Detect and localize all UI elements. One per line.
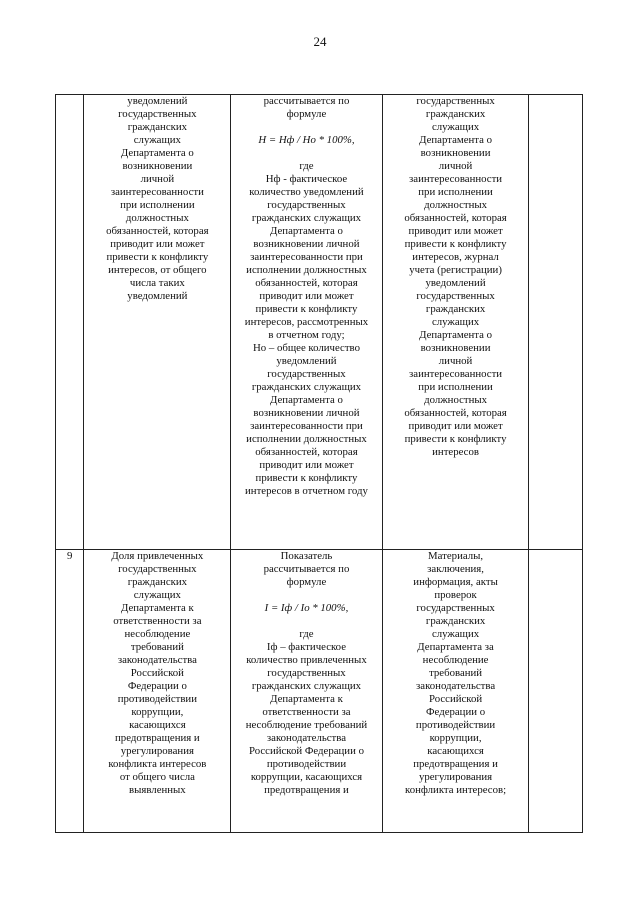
text-line: Российской — [130, 667, 184, 679]
text-line: приводит или может — [259, 459, 354, 471]
text-line: Российской — [428, 693, 483, 705]
text-line: уведомлений — [276, 355, 337, 367]
text-line: уведомлений — [127, 290, 188, 302]
text-line: гражданских — [127, 576, 188, 588]
text-line: заинтересованности — [110, 186, 204, 198]
text-line: интересов в отчетном году — [245, 485, 368, 497]
text-line: Показатель — [280, 550, 333, 562]
text-line: несоблюдение — [124, 628, 191, 640]
text-line: касающихся — [427, 745, 484, 757]
text-line: Департамента о — [419, 134, 493, 146]
text-line: государственных — [267, 667, 346, 679]
text-line: интересов, журнал — [412, 251, 499, 263]
text-line: информация, акты — [413, 576, 498, 588]
text-line: гражданских служащих — [251, 381, 362, 393]
text-line: касающихся — [129, 719, 186, 731]
text-line: законодательства — [416, 680, 496, 692]
text-line: служащих — [431, 316, 480, 328]
text-line: личной — [438, 160, 473, 172]
indicators-table — [55, 94, 583, 833]
text-line: учета (регистрации) — [409, 264, 502, 276]
text-line: интересов, от общего — [108, 264, 207, 276]
text-line: Федерации о — [127, 680, 187, 692]
text-line: Департамента о — [120, 147, 194, 159]
text-line: возникновении личной — [253, 238, 360, 250]
text-line: гражданских — [425, 615, 486, 627]
text-line: исполнении должностных — [246, 433, 367, 445]
text-line: Но – общее количество — [252, 342, 360, 354]
calculation-cell — [231, 550, 382, 833]
text-line: предотвращения и — [413, 758, 498, 770]
text-line: выявленных — [129, 784, 186, 796]
text-line: формуле — [286, 576, 327, 588]
text-line: должностных — [125, 212, 189, 224]
text-line: гражданских — [425, 303, 486, 315]
note-cell — [529, 550, 583, 833]
text-line: служащих — [133, 134, 181, 146]
text-line: урегулирования — [418, 771, 493, 783]
text-line: обязанностей, которая — [106, 225, 209, 237]
text-line: приводит или может — [110, 238, 205, 250]
text-line: заинтересованности при — [250, 420, 363, 432]
text-line: ответственности за — [113, 615, 202, 627]
source-cell — [382, 95, 529, 550]
text-line: служащих — [431, 628, 480, 640]
text-line: Департамента за — [417, 641, 494, 653]
text-line: государственных — [118, 563, 197, 575]
text-line: государственных — [416, 290, 495, 302]
text-line: при исполнении — [418, 186, 493, 198]
text-line: интересов — [432, 446, 479, 458]
text-line: гражданских — [425, 108, 486, 120]
text-line: числа таких — [129, 277, 185, 289]
text-line: приводит или может — [408, 225, 503, 237]
table-row — [56, 550, 583, 833]
text-line: государственных — [267, 199, 346, 211]
text-line: Материалы, — [428, 550, 484, 562]
text-line: конфликта интересов — [108, 758, 207, 770]
text-line: противодействии — [117, 693, 197, 705]
text-line: Департамента о — [270, 225, 343, 237]
text-line: государственных — [118, 108, 197, 120]
text-line: привести к конфликту — [404, 433, 507, 445]
text-line: при исполнении — [418, 381, 493, 393]
text-line: обязанностей, которая — [404, 212, 507, 224]
text-line: формуле — [286, 108, 327, 120]
text-line: Департамента о — [270, 394, 343, 406]
text-line: несоблюдение — [422, 654, 489, 666]
text-line: при исполнении — [120, 199, 195, 211]
text-line: возникновении — [122, 160, 193, 172]
text-line: гражданских служащих — [251, 680, 362, 692]
text-line: заинтересованности при — [250, 251, 363, 263]
text-line: обязанностей, которая — [255, 277, 358, 289]
text-line: приводит или может — [408, 420, 503, 432]
text-line: предотвращения и — [115, 732, 200, 744]
text-line: коррупции, касающихся — [250, 771, 363, 783]
text-line: рассчитывается по — [263, 95, 350, 107]
text-line: гражданских служащих — [251, 212, 362, 224]
table-row — [56, 95, 583, 550]
text-line: обязанностей, которая — [255, 446, 358, 458]
note-cell — [529, 95, 583, 550]
text-line: урегулирования — [120, 745, 194, 757]
text-line: государственных — [416, 602, 495, 614]
page-number: 24 — [313, 34, 327, 49]
text-line: количество уведомлений — [249, 186, 364, 198]
text-line: законодательства — [266, 732, 347, 744]
text-line: исполнении должностных — [246, 264, 367, 276]
text-line: количество привлеченных — [246, 654, 367, 666]
text-line: должностных — [424, 199, 488, 211]
text-line: требований — [130, 641, 184, 653]
text-line: государственных — [267, 368, 346, 380]
text-line: проверок — [434, 589, 477, 601]
text-line: привести к конфликту — [106, 251, 209, 263]
text-line: требований — [429, 667, 483, 679]
indicator-cell — [84, 95, 231, 550]
text-line: Доля привлеченных — [111, 550, 204, 562]
text-line: коррупции, — [131, 706, 184, 718]
text-line: противодействии — [415, 719, 496, 731]
text-line: предотвращения и — [264, 784, 349, 796]
text-line: ответственности за — [262, 706, 351, 718]
text-line: несоблюдение требований — [245, 719, 368, 731]
text-line: Федерации о — [426, 706, 486, 718]
text-line: государственных — [416, 95, 495, 107]
text-line: заинтересованности — [409, 368, 503, 380]
row-number-cell: 9 — [56, 550, 84, 833]
text-line: интересов, рассмотренных — [244, 316, 369, 328]
text-line: рассчитывается по — [263, 563, 350, 575]
text-line: законодательства — [117, 654, 197, 666]
source-cell — [382, 550, 529, 833]
text-line: от общего числа — [119, 771, 195, 783]
text-line: привести к конфликту — [255, 303, 358, 315]
row-number-cell — [56, 95, 84, 550]
text-line: гражданских — [127, 121, 188, 133]
text-line: привести к конфликту — [404, 238, 507, 250]
text-line: Департамента о — [419, 329, 493, 341]
text-line: обязанностей, которая — [404, 407, 507, 419]
text-line: возникновении — [420, 342, 491, 354]
text-line: служащих — [133, 589, 181, 601]
text-line: личной — [140, 173, 175, 185]
text-line: заинтересованности — [409, 173, 503, 185]
calculation-cell — [231, 95, 382, 550]
text-line: Российской Федерации о — [248, 745, 364, 757]
indicator-cell — [84, 550, 231, 833]
text-line: возникновении — [420, 147, 491, 159]
formula-line: Н = Нф / Но * 100%, — [258, 134, 355, 146]
text-line: Департамента к — [270, 693, 343, 705]
text-line: должностных — [424, 394, 488, 406]
text-line: где — [299, 160, 314, 172]
text-line: Департамента к — [120, 602, 194, 614]
text-line: возникновении личной — [253, 407, 360, 419]
text-line: привести к конфликту — [255, 472, 358, 484]
text-line: где — [299, 628, 314, 640]
text-line: конфликта интересов; — [405, 784, 507, 796]
text-line: служащих — [431, 121, 480, 133]
text-line: заключения, — [427, 563, 484, 575]
text-line: в отчетном году; — [268, 329, 345, 341]
text-line: уведомлений — [127, 95, 188, 107]
text-line: противодействии — [266, 758, 347, 770]
formula-line: I = Iф / Iо * 100%, — [264, 602, 349, 614]
text-line: личной — [438, 355, 473, 367]
text-line: Нф - фактическое — [265, 173, 348, 185]
text-line: Iф – фактическое — [266, 641, 347, 653]
text-line: приводит или может — [259, 290, 354, 302]
text-line: коррупции, — [429, 732, 482, 744]
text-line: уведомлений — [425, 277, 486, 289]
